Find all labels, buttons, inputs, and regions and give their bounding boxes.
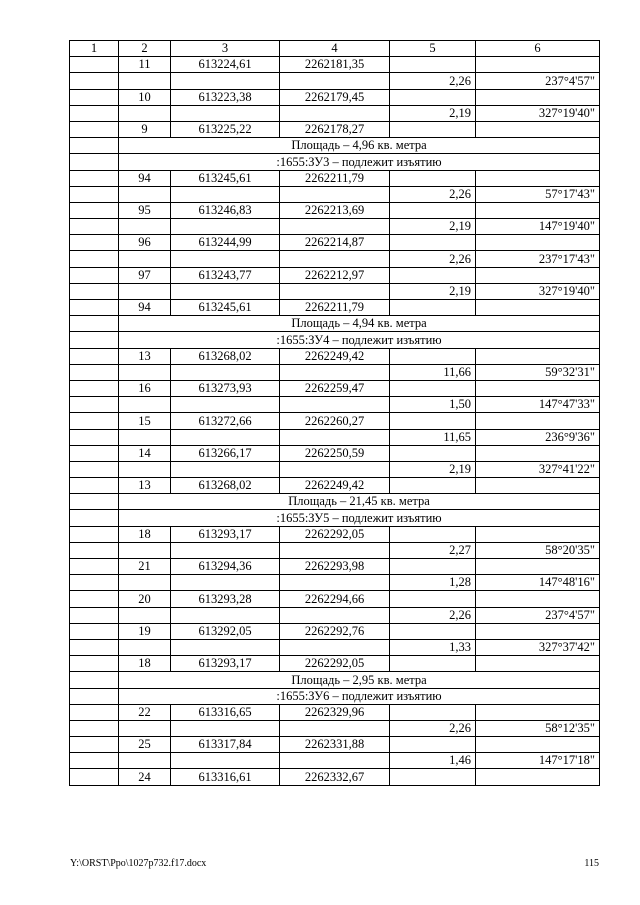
empty-cell — [119, 753, 171, 769]
empty-cell — [70, 186, 119, 202]
point-row — [70, 89, 600, 105]
side-row — [70, 73, 600, 89]
empty-cell — [476, 526, 600, 542]
empty-cell — [476, 656, 600, 672]
point-number: 14 — [119, 445, 171, 461]
point-number: 95 — [119, 202, 171, 218]
coord-x: 613273,93 — [171, 380, 280, 396]
point-row — [70, 121, 600, 137]
empty-cell — [171, 720, 280, 736]
empty-cell — [476, 89, 600, 105]
empty-cell — [70, 300, 119, 316]
empty-cell — [476, 769, 600, 785]
empty-cell — [390, 267, 476, 283]
empty-cell — [280, 364, 390, 380]
point-row — [70, 57, 600, 73]
point-number: 21 — [119, 559, 171, 575]
empty-cell — [280, 105, 390, 121]
empty-cell — [70, 672, 119, 688]
empty-cell — [171, 105, 280, 121]
point-row — [70, 591, 600, 607]
empty-cell — [119, 575, 171, 591]
point-row — [70, 704, 600, 720]
point-number: 22 — [119, 704, 171, 720]
empty-cell — [70, 445, 119, 461]
coord-y: 2262292,76 — [280, 623, 390, 639]
empty-cell — [70, 607, 119, 623]
empty-cell — [119, 397, 171, 413]
empty-cell — [280, 720, 390, 736]
section-row — [70, 510, 600, 526]
empty-cell — [280, 639, 390, 655]
empty-cell — [119, 105, 171, 121]
empty-cell — [280, 283, 390, 299]
point-row — [70, 235, 600, 251]
coord-y: 2262249,42 — [280, 478, 390, 494]
coord-x: 613293,28 — [171, 591, 280, 607]
empty-cell — [476, 121, 600, 137]
point-row — [70, 445, 600, 461]
side-length: 1,33 — [390, 639, 476, 655]
empty-cell — [70, 575, 119, 591]
side-row — [70, 461, 600, 477]
empty-cell — [70, 154, 119, 170]
empty-cell — [171, 607, 280, 623]
empty-cell — [70, 494, 119, 510]
coord-x: 613268,02 — [171, 348, 280, 364]
empty-cell — [476, 202, 600, 218]
point-row — [70, 300, 600, 316]
coord-y: 2262293,98 — [280, 559, 390, 575]
empty-cell — [70, 138, 119, 154]
point-number: 9 — [119, 121, 171, 137]
side-length: 2,19 — [390, 219, 476, 235]
side-length: 2,26 — [390, 186, 476, 202]
side-length: 2,19 — [390, 105, 476, 121]
empty-cell — [70, 526, 119, 542]
empty-cell — [280, 186, 390, 202]
empty-cell — [476, 413, 600, 429]
point-number: 13 — [119, 348, 171, 364]
point-number: 10 — [119, 89, 171, 105]
empty-cell — [280, 251, 390, 267]
side-length: 1,28 — [390, 575, 476, 591]
empty-cell — [390, 413, 476, 429]
empty-cell — [476, 380, 600, 396]
coord-x: 613272,66 — [171, 413, 280, 429]
empty-cell — [70, 267, 119, 283]
direction-angle: 327°19'40" — [476, 105, 600, 121]
empty-cell — [476, 559, 600, 575]
section-text: Площадь – 21,45 кв. метра — [119, 494, 600, 510]
empty-cell — [476, 623, 600, 639]
coord-x: 613292,05 — [171, 623, 280, 639]
side-length: 2,26 — [390, 251, 476, 267]
empty-cell — [280, 753, 390, 769]
side-length: 2,26 — [390, 607, 476, 623]
empty-cell — [70, 656, 119, 672]
section-row — [70, 316, 600, 332]
coord-x: 613266,17 — [171, 445, 280, 461]
section-row — [70, 672, 600, 688]
section-row — [70, 154, 600, 170]
empty-cell — [171, 364, 280, 380]
coord-x: 613223,38 — [171, 89, 280, 105]
empty-cell — [119, 364, 171, 380]
empty-cell — [390, 656, 476, 672]
coord-x: 613246,83 — [171, 202, 280, 218]
point-row — [70, 478, 600, 494]
table-body — [70, 41, 600, 786]
empty-cell — [70, 380, 119, 396]
direction-angle: 59°32'31" — [476, 364, 600, 380]
empty-cell — [70, 202, 119, 218]
point-number: 94 — [119, 300, 171, 316]
empty-cell — [476, 235, 600, 251]
empty-cell — [390, 57, 476, 73]
coord-x: 613243,77 — [171, 267, 280, 283]
section-row — [70, 688, 600, 704]
empty-cell — [390, 380, 476, 396]
empty-cell — [70, 510, 119, 526]
empty-cell — [70, 478, 119, 494]
point-row — [70, 267, 600, 283]
empty-cell — [476, 591, 600, 607]
empty-cell — [70, 639, 119, 655]
empty-cell — [70, 170, 119, 186]
coord-y: 2262211,79 — [280, 300, 390, 316]
point-number: 18 — [119, 526, 171, 542]
empty-cell — [70, 542, 119, 558]
empty-cell — [119, 186, 171, 202]
empty-cell — [476, 300, 600, 316]
coord-y: 2262179,45 — [280, 89, 390, 105]
coord-x: 613245,61 — [171, 170, 280, 186]
coord-y: 2262212,97 — [280, 267, 390, 283]
side-row — [70, 720, 600, 736]
side-row — [70, 283, 600, 299]
coord-x: 613224,61 — [171, 57, 280, 73]
empty-cell — [171, 186, 280, 202]
empty-cell — [70, 737, 119, 753]
direction-angle: 58°20'35" — [476, 542, 600, 558]
direction-angle: 327°19'40" — [476, 283, 600, 299]
empty-cell — [390, 623, 476, 639]
empty-cell — [70, 704, 119, 720]
direction-angle: 147°19'40" — [476, 219, 600, 235]
empty-cell — [171, 753, 280, 769]
point-number: 96 — [119, 235, 171, 251]
direction-angle: 237°4'57" — [476, 73, 600, 89]
coord-y: 2262178,27 — [280, 121, 390, 137]
empty-cell — [70, 219, 119, 235]
coord-y: 2262260,27 — [280, 413, 390, 429]
empty-cell — [476, 348, 600, 364]
header-cell: 5 — [390, 41, 476, 57]
empty-cell — [70, 769, 119, 785]
side-row — [70, 186, 600, 202]
header-cell: 4 — [280, 41, 390, 57]
side-length: 2,26 — [390, 720, 476, 736]
section-text: :1655:ЗУ6 – подлежит изъятию — [119, 688, 600, 704]
point-row — [70, 623, 600, 639]
empty-cell — [70, 283, 119, 299]
empty-cell — [119, 461, 171, 477]
coord-y: 2262213,69 — [280, 202, 390, 218]
empty-cell — [390, 478, 476, 494]
empty-cell — [280, 542, 390, 558]
point-number: 16 — [119, 380, 171, 396]
point-number: 13 — [119, 478, 171, 494]
empty-cell — [70, 235, 119, 251]
empty-cell — [119, 73, 171, 89]
empty-cell — [390, 300, 476, 316]
empty-cell — [70, 559, 119, 575]
empty-cell — [390, 235, 476, 251]
coord-y: 2262259,47 — [280, 380, 390, 396]
coord-y: 2262331,88 — [280, 737, 390, 753]
side-row — [70, 219, 600, 235]
page-number: 115 — [584, 858, 599, 869]
coord-y: 2262181,35 — [280, 57, 390, 73]
coord-y: 2262332,67 — [280, 769, 390, 785]
point-number: 18 — [119, 656, 171, 672]
empty-cell — [476, 704, 600, 720]
empty-cell — [476, 170, 600, 186]
header-cell: 1 — [70, 41, 119, 57]
point-number: 94 — [119, 170, 171, 186]
empty-cell — [70, 623, 119, 639]
empty-cell — [280, 607, 390, 623]
empty-cell — [70, 89, 119, 105]
side-row — [70, 397, 600, 413]
side-length: 2,27 — [390, 542, 476, 558]
empty-cell — [70, 332, 119, 348]
point-row — [70, 413, 600, 429]
side-length: 11,65 — [390, 429, 476, 445]
coord-x: 613316,65 — [171, 704, 280, 720]
empty-cell — [70, 720, 119, 736]
empty-cell — [119, 429, 171, 445]
empty-cell — [119, 283, 171, 299]
section-row — [70, 494, 600, 510]
empty-cell — [280, 429, 390, 445]
coord-y: 2262294,66 — [280, 591, 390, 607]
empty-cell — [70, 364, 119, 380]
coord-y: 2262329,96 — [280, 704, 390, 720]
point-row — [70, 769, 600, 785]
empty-cell — [171, 575, 280, 591]
empty-cell — [171, 429, 280, 445]
coord-y: 2262211,79 — [280, 170, 390, 186]
section-row — [70, 138, 600, 154]
empty-cell — [171, 461, 280, 477]
empty-cell — [476, 737, 600, 753]
empty-cell — [280, 73, 390, 89]
footer-file-path: Y:\ORST\Ppo\1027p732.f17.docx — [70, 858, 207, 869]
empty-cell — [390, 769, 476, 785]
empty-cell — [70, 461, 119, 477]
empty-cell — [119, 251, 171, 267]
empty-cell — [171, 639, 280, 655]
empty-cell — [390, 202, 476, 218]
coord-x: 613293,17 — [171, 656, 280, 672]
side-row — [70, 575, 600, 591]
coord-x: 613293,17 — [171, 526, 280, 542]
section-text: :1655:ЗУ4 – подлежит изъятию — [119, 332, 600, 348]
empty-cell — [70, 591, 119, 607]
empty-cell — [70, 348, 119, 364]
coord-y: 2262249,42 — [280, 348, 390, 364]
empty-cell — [390, 559, 476, 575]
direction-angle: 327°41'22" — [476, 461, 600, 477]
empty-cell — [476, 267, 600, 283]
empty-cell — [119, 607, 171, 623]
direction-angle: 237°4'57" — [476, 607, 600, 623]
header-row — [70, 41, 600, 57]
empty-cell — [390, 348, 476, 364]
point-row — [70, 737, 600, 753]
direction-angle: 237°17'43" — [476, 251, 600, 267]
direction-angle: 58°12'35" — [476, 720, 600, 736]
coord-x: 613245,61 — [171, 300, 280, 316]
direction-angle: 147°48'16" — [476, 575, 600, 591]
empty-cell — [119, 720, 171, 736]
point-row — [70, 380, 600, 396]
side-length: 2,19 — [390, 461, 476, 477]
section-text: Площадь – 4,96 кв. метра — [119, 138, 600, 154]
empty-cell — [70, 121, 119, 137]
coord-x: 613316,61 — [171, 769, 280, 785]
coord-y: 2262292,05 — [280, 526, 390, 542]
empty-cell — [171, 219, 280, 235]
section-text: :1655:ЗУ3 – подлежит изъятию — [119, 154, 600, 170]
side-row — [70, 542, 600, 558]
point-row — [70, 348, 600, 364]
header-cell: 3 — [171, 41, 280, 57]
empty-cell — [390, 526, 476, 542]
direction-angle: 57°17'43" — [476, 186, 600, 202]
coord-x: 613225,22 — [171, 121, 280, 137]
side-length: 2,19 — [390, 283, 476, 299]
side-length: 1,46 — [390, 753, 476, 769]
section-text: Площадь – 4,94 кв. метра — [119, 316, 600, 332]
point-number: 11 — [119, 57, 171, 73]
coord-y: 2262250,59 — [280, 445, 390, 461]
direction-angle: 147°47'33" — [476, 397, 600, 413]
section-row — [70, 332, 600, 348]
side-row — [70, 364, 600, 380]
point-row — [70, 526, 600, 542]
coord-x: 613294,36 — [171, 559, 280, 575]
coord-x: 613268,02 — [171, 478, 280, 494]
empty-cell — [70, 251, 119, 267]
section-text: :1655:ЗУ5 – подлежит изъятию — [119, 510, 600, 526]
point-row — [70, 559, 600, 575]
empty-cell — [390, 591, 476, 607]
side-row — [70, 753, 600, 769]
empty-cell — [476, 478, 600, 494]
point-number: 24 — [119, 769, 171, 785]
empty-cell — [70, 429, 119, 445]
empty-cell — [390, 737, 476, 753]
coord-y: 2262292,05 — [280, 656, 390, 672]
empty-cell — [280, 219, 390, 235]
empty-cell — [70, 688, 119, 704]
empty-cell — [171, 283, 280, 299]
section-text: Площадь – 2,95 кв. метра — [119, 672, 600, 688]
point-row — [70, 170, 600, 186]
empty-cell — [119, 639, 171, 655]
coord-x: 613244,99 — [171, 235, 280, 251]
empty-cell — [70, 73, 119, 89]
point-number: 20 — [119, 591, 171, 607]
point-number: 15 — [119, 413, 171, 429]
side-row — [70, 251, 600, 267]
empty-cell — [280, 397, 390, 413]
empty-cell — [390, 89, 476, 105]
header-cell: 2 — [119, 41, 171, 57]
empty-cell — [119, 219, 171, 235]
empty-cell — [476, 57, 600, 73]
side-length: 1,50 — [390, 397, 476, 413]
empty-cell — [390, 445, 476, 461]
empty-cell — [70, 753, 119, 769]
point-number: 25 — [119, 737, 171, 753]
empty-cell — [476, 445, 600, 461]
side-length: 2,26 — [390, 73, 476, 89]
empty-cell — [70, 57, 119, 73]
empty-cell — [280, 575, 390, 591]
side-row — [70, 639, 600, 655]
point-number: 19 — [119, 623, 171, 639]
coordinates-table — [69, 40, 600, 786]
empty-cell — [171, 73, 280, 89]
empty-cell — [171, 542, 280, 558]
side-row — [70, 429, 600, 445]
side-row — [70, 105, 600, 121]
point-row — [70, 656, 600, 672]
empty-cell — [70, 413, 119, 429]
empty-cell — [280, 461, 390, 477]
empty-cell — [171, 251, 280, 267]
point-number: 97 — [119, 267, 171, 283]
direction-angle: 236°9'36" — [476, 429, 600, 445]
empty-cell — [171, 397, 280, 413]
empty-cell — [70, 105, 119, 121]
empty-cell — [119, 542, 171, 558]
empty-cell — [70, 316, 119, 332]
point-row — [70, 202, 600, 218]
coord-x: 613317,84 — [171, 737, 280, 753]
header-cell: 6 — [476, 41, 600, 57]
side-row — [70, 607, 600, 623]
empty-cell — [70, 397, 119, 413]
empty-cell — [390, 170, 476, 186]
empty-cell — [390, 704, 476, 720]
empty-cell — [390, 121, 476, 137]
side-length: 11,66 — [390, 364, 476, 380]
coord-y: 2262214,87 — [280, 235, 390, 251]
direction-angle: 147°17'18" — [476, 753, 600, 769]
direction-angle: 327°37'42" — [476, 639, 600, 655]
